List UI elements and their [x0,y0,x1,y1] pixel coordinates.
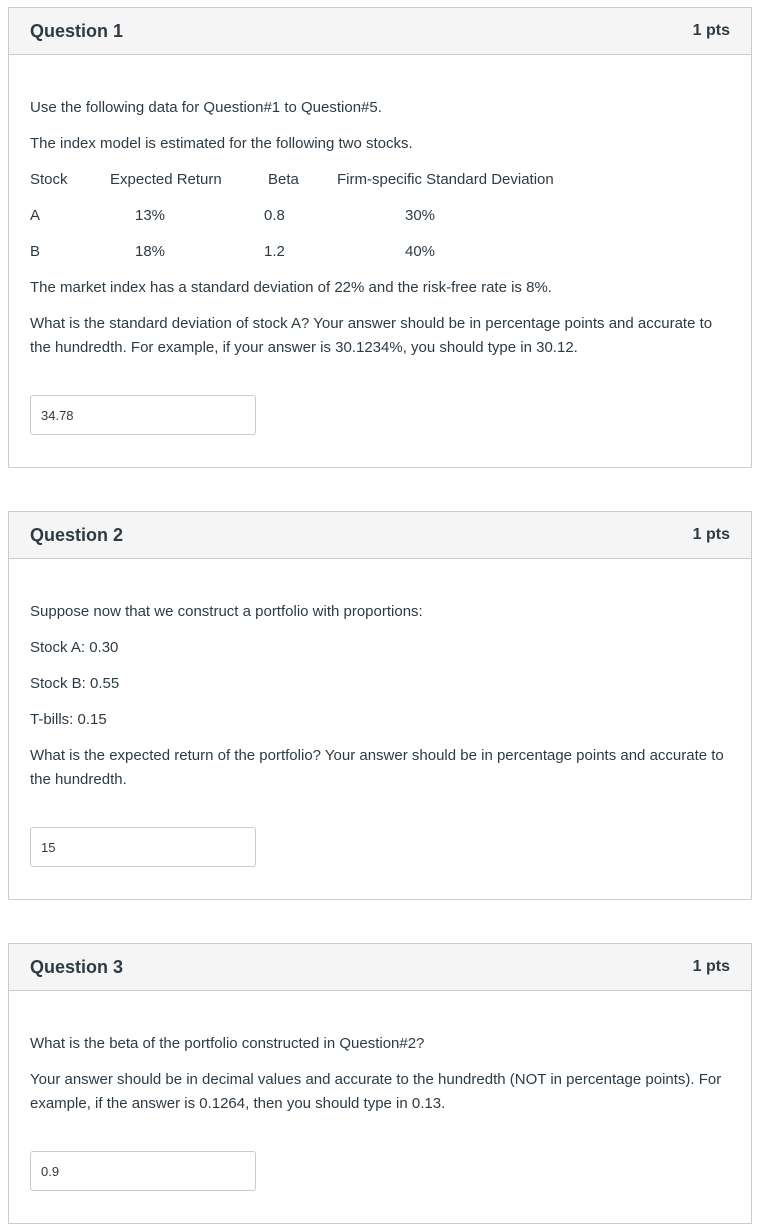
q3-answer-input[interactable] [30,1151,256,1191]
q1-market-text: The market index has a standard deviation of 22% and the risk-free rate is 8%. [30,279,552,296]
question-2-card [8,511,752,900]
question-1-card [8,7,752,468]
table-cell-b-return: 18% [135,243,166,260]
question-2-header [9,512,751,559]
question-1-header [9,8,751,55]
q2-intro-text: Suppose now that we construct a portfolio with proportions: [30,603,423,620]
q3-question-text: Your answer should be in decimal values and accurate to the hundredth (NOT in percentage points). For example, if the answer is 0.1264, then you should type in 0.13. [30,1071,722,1112]
table-cell-a-stock: A [30,207,41,224]
table-cell-a-beta: 0.8 [264,207,285,224]
table-cell-b-stock: B [30,243,41,260]
table-header-beta: Beta [268,171,299,188]
table-header-expected-return: Expected Return [110,171,222,188]
question-1-title: Question 1 [30,20,124,41]
question-3-body [9,991,751,1223]
question-2-points: 1 pts [692,526,730,543]
q1-model-text: The index model is estimated for the following two stocks. [30,135,413,152]
table-header-firm-specific-sd: Firm-specific Standard Deviation [337,171,554,188]
question-1-body [9,55,751,467]
question-3-points: 1 pts [692,958,730,975]
q2-tbills-weight: T-bills: 0.15 [30,711,107,728]
q2-stock-a-weight: Stock A: 0.30 [30,639,119,656]
table-cell-b-beta: 1.2 [264,243,285,260]
table-cell-b-firm-sd: 40% [405,243,436,260]
q2-answer-input[interactable] [30,827,256,867]
q1-answer-input[interactable] [30,395,256,435]
question-3-header [9,944,751,991]
q1-question-text: What is the standard deviation of stock A? Your answer should be in percentage points and accurate to the hundredth. For example, if your answer is 30.1234%, you should type in 30.12. [30,315,713,356]
q2-stock-b-weight: Stock B: 0.55 [30,675,120,692]
question-3-card [8,943,752,1224]
question-3-title: Question 3 [30,956,124,977]
table-header-stock: Stock [30,171,68,188]
question-2-title: Question 2 [30,524,124,545]
table-cell-a-return: 13% [135,207,166,224]
question-1-points: 1 pts [692,22,730,39]
table-cell-a-firm-sd: 30% [405,207,436,224]
question-2-body [9,559,751,899]
q3-intro-text: What is the beta of the portfolio constructed in Question#2? [30,1035,425,1052]
q1-intro-text: Use the following data for Question#1 to Question#5. [30,99,382,116]
q2-question-text: What is the expected return of the portfolio? Your answer should be in percentage points and accurate to the hundredth. [30,747,724,788]
